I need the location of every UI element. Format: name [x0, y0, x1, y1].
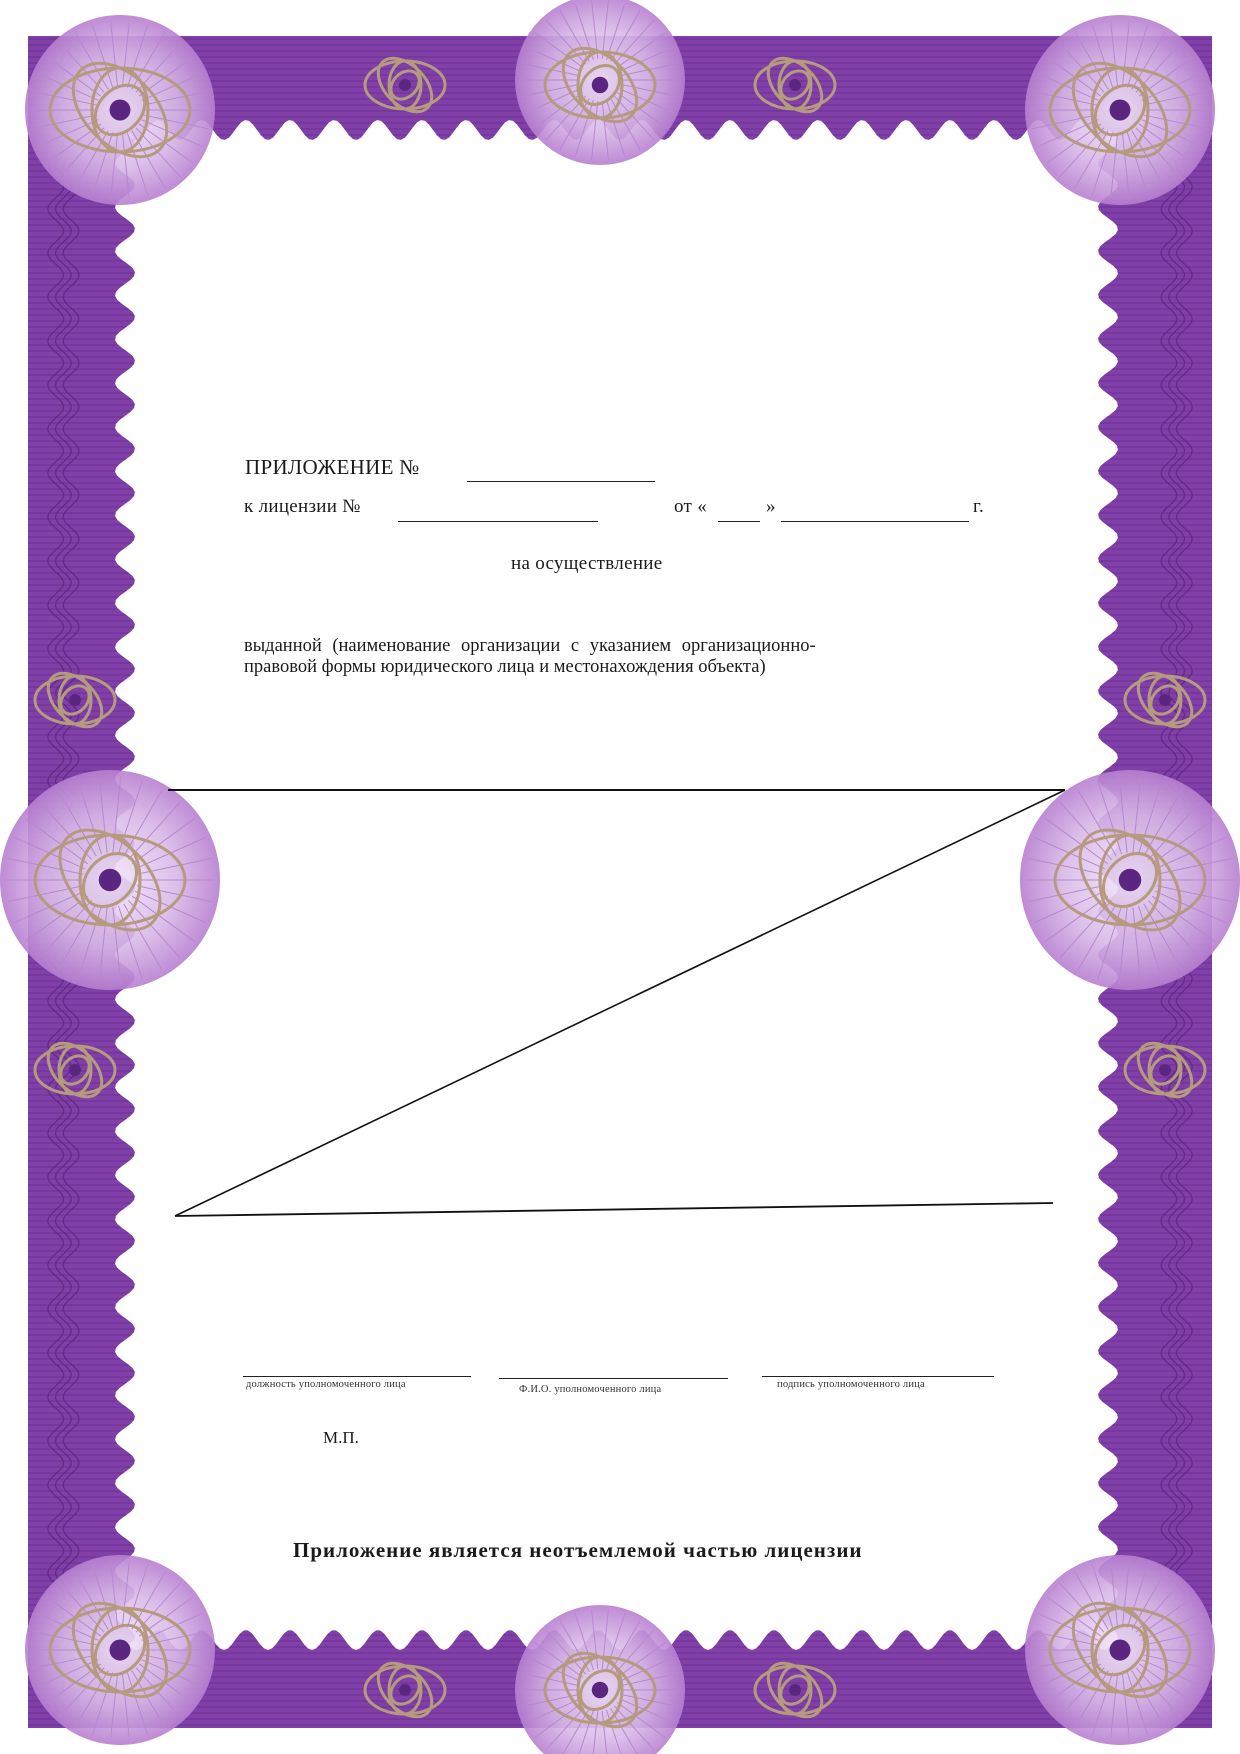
- signature-line[interactable]: [762, 1376, 994, 1377]
- issued-to-line-2: правовой формы юридического лица и местонахождения объекта): [244, 657, 766, 677]
- appendix-title: ПРИЛОЖЕНИЕ №: [245, 455, 420, 479]
- position-signature-line[interactable]: [243, 1376, 471, 1377]
- license-label: к лицензии №: [244, 496, 361, 517]
- name-signature-line[interactable]: [499, 1378, 728, 1379]
- name-caption: Ф.И.О. уполномоченного лица: [519, 1384, 662, 1395]
- issued-to-line-1: выданной (наименование организации с указанием организационно-: [244, 636, 816, 656]
- stamp-place: М.П.: [323, 1428, 359, 1447]
- purpose-text: на осуществление: [511, 553, 663, 574]
- date-mid: »: [766, 496, 776, 517]
- signature-caption: подпись уполномоченного лица: [777, 1379, 925, 1390]
- footer-note: Приложение является неотъемлемой частью лицензии: [293, 1538, 863, 1562]
- year-suffix: г.: [973, 496, 984, 517]
- date-prefix: от «: [674, 496, 708, 517]
- position-caption: должность уполномоченного лица: [246, 1379, 406, 1390]
